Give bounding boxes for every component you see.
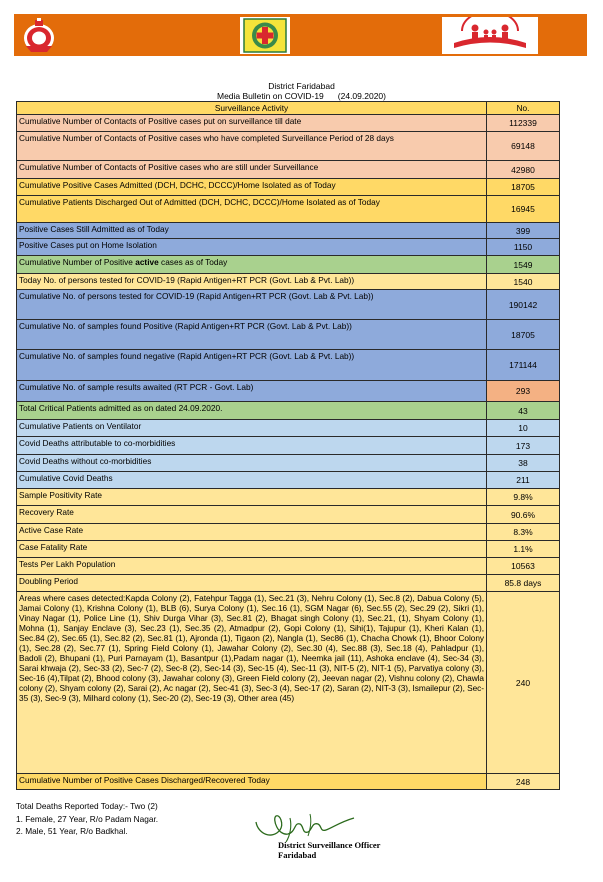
affected-areas-text: Areas where cases detected:Kapda Colony (2), Fatehpur Tagga (1), Sec.21 (3), Nehru Colony (1), Sec.8 (2), Dabua Colony (5), Jamai Colony (1), Krishna Colony (1), BLB (6), Surya Colony (1), Sec.16 (1), SGM Nagar (6), Sec.55 (2), Sec.29 (2), Sikri (1), Vinay Nagar (1), Police Line (1), Shiv Durga Vihar (3), Sec.81 (2), Bhagat singh Colony (1), Sec.21, (1), Shyam Colony (1), Mohna (1), Sanjay Enclave (3), Sec.23 (1), Sec.35 (2), Atmadpur (2), Gopi Colony (1), Sihi(1), Tajupur (1), Kheri Kalan (1), Sec.84 (2), Sec.65 (1), Sec.82 (2), Sec.81 (1), Ajronda (1), Tigaon (2), Nangla (1), Sec86 (1), Chacha Chowk (1), Bhoor Colony (1), Sec.28 (2), Sec.77 (1), Spring Field Colony (1), Jawahar Colony (2), Sec.30 (4), Sec.88 (3), Sec.18 (4), Pahladpur (1), Badoli (2), Bhupani (1), Puri Parnayam (1), Basantpur (1),Padam nagar (1), Neemka jail (11), Ashoka enclave (4), Sec-34 (3), Sarai khwaja (2), Sec-33 (2), Sec-7 (2), Sec-8 (2), Sec-14 (3), Sec-15 (4), Sec-11 (3), NIT-5 (2), NIT-1 (5), Parvatiya colony (3), Sec-16 (4),Tilpat (2), Bhood colony (3), Jawahar colony (3), Green Field colony (2), Jeevan nagar (2), Vishnu colony (2), Chawla colony (2), Shyam colony (2), Sarai (2), Ac nagar (2), Sec-41 (3), Sec-3 (4), Sec-17 (2), Saran (2), NIT-3 (3), Ismailepur (2), Sec-35 (3), Sec-9 (3), Milhard colony (1), Sec-20 (2), Sec-19 (3), Other area (45) (17, 592, 487, 774)
row-value: 1.1% (487, 541, 560, 558)
bulletin-title (0, 91, 603, 101)
row-label: Today No. of persons tested for COVID-19 (Rapid Antigen+RT PCR (Govt. Lab & Pvt. Lab)) (17, 274, 487, 290)
surveillance-table (16, 101, 560, 790)
row-label: Cumulative Covid Deaths (17, 472, 487, 489)
row-value: 18705 (487, 179, 560, 196)
row-label: Cumulative Positive Cases Admitted (DCH, DCHC, DCCC)/Home Isolated as of Today (17, 179, 487, 196)
district-title: District Faridabad (268, 81, 335, 91)
row-label: Active Case Rate (17, 524, 487, 541)
table-row (17, 179, 560, 196)
row-label-bold: active (135, 257, 159, 267)
row-label: Cumulative No. of sample results awaited (RT PCR - Govt. Lab) (17, 381, 487, 402)
row-value: 112339 (487, 115, 560, 132)
table-row (17, 115, 560, 132)
row-label: Cumulative Number of Positive Cases Discharged/Recovered Today (17, 774, 487, 790)
table-row (17, 256, 560, 274)
row-label: Recovery Rate (17, 506, 487, 524)
health-department-logo (240, 17, 290, 54)
table-row (17, 489, 560, 506)
row-label-end: cases as of Today (158, 257, 228, 267)
table-row (17, 320, 560, 350)
row-label: Case Fatality Rate (17, 541, 487, 558)
row-label: Cumulative No. of persons tested for COVID-19 (Rapid Antigen+RT PCR (Govt. Lab & Pvt. Lab)) (17, 290, 487, 320)
table-row (17, 774, 560, 790)
row-label: Cumulative Number of Contacts of Positive cases put on surveillance till date (17, 115, 487, 132)
row-label: Sample Positivity Rate (17, 489, 487, 506)
row-label: Cumulative No. of samples found Positive (Rapid Antigen+RT PCR (Govt. Lab & Pvt. Lab)) (17, 320, 487, 350)
death-item: 2. Male, 51 Year, R/o Badkhal. (16, 826, 128, 836)
table-row (17, 455, 560, 472)
table-row (17, 196, 560, 223)
row-label: Cumulative No. of samples found negative (Rapid Antigen+RT PCR (Govt. Lab & Pvt. Lab)) (17, 350, 487, 381)
table-row (17, 274, 560, 290)
national-health-mission-logo (442, 17, 538, 54)
deaths-title: Total Deaths Reported Today:- Two (2) (16, 801, 158, 811)
row-value: 171144 (487, 350, 560, 381)
row-value: 240 (487, 592, 560, 774)
row-label: Positive Cases Still Admitted as of Today (17, 223, 487, 239)
officer-signature-block (278, 840, 380, 860)
table-row (17, 506, 560, 524)
row-label (17, 256, 487, 274)
row-label: Total Critical Patients admitted as on dated 24.09.2020. (17, 402, 487, 420)
row-label: Covid Deaths attributable to co-morbidities (17, 437, 487, 455)
column-header-activity: Surveillance Activity (17, 102, 487, 115)
officer-title: District Surveillance Officer (278, 840, 381, 850)
row-value: 38 (487, 455, 560, 472)
table-row (17, 381, 560, 402)
row-value: 8.3% (487, 524, 560, 541)
table-row (17, 541, 560, 558)
row-value: 42980 (487, 161, 560, 179)
row-value: 69148 (487, 132, 560, 161)
table-row (17, 161, 560, 179)
row-value: 85.8 days (487, 575, 560, 592)
table-row (17, 592, 560, 774)
table-row (17, 575, 560, 592)
row-value: 248 (487, 774, 560, 790)
table-row (17, 558, 560, 575)
row-label: Tests Per Lakh Population (17, 558, 487, 575)
row-value: 211 (487, 472, 560, 489)
column-header-number: No. (487, 102, 560, 115)
row-label-start: Cumulative Number of Positive (19, 257, 136, 267)
deaths-reported (16, 800, 158, 838)
table-row (17, 290, 560, 320)
row-value: 10 (487, 420, 560, 437)
table-row (17, 350, 560, 381)
table-row (17, 223, 560, 239)
table-row (17, 420, 560, 437)
row-label: Cumulative Patients Discharged Out of Admitted (DCH, DCHC, DCCC)/Home Isolated as of Today (17, 196, 487, 223)
table-row (17, 472, 560, 489)
row-label: Cumulative Number of Contacts of Positive cases who have completed Surveillance Period of 28 days (17, 132, 487, 161)
row-value: 16945 (487, 196, 560, 223)
row-label: Cumulative Number of Contacts of Positive cases who are still under Surveillance (17, 161, 487, 179)
row-value: 10563 (487, 558, 560, 575)
death-item: 1. Female, 27 Year, R/o Padam Nagar. (16, 813, 159, 824)
row-value: 293 (487, 381, 560, 402)
bulletin-name: Media Bulletin on COVID-19 (217, 91, 324, 101)
row-value: 1150 (487, 239, 560, 256)
row-value: 1540 (487, 274, 560, 290)
table-row (17, 437, 560, 455)
row-value: 190142 (487, 290, 560, 320)
bulletin-date: (24.09.2020) (337, 91, 386, 101)
header-banner (14, 14, 587, 56)
row-value: 18705 (487, 320, 560, 350)
table-row (17, 239, 560, 256)
row-value: 1549 (487, 256, 560, 274)
row-value: 43 (487, 402, 560, 420)
table-row (17, 132, 560, 161)
row-value: 90.6% (487, 506, 560, 524)
row-value: 399 (487, 223, 560, 239)
row-label: Doubling Period (17, 575, 487, 592)
table-header-row (17, 102, 560, 115)
row-label: Cumulative Patients on Ventilator (17, 420, 487, 437)
haryana-emblem-icon (22, 18, 56, 54)
table-row (17, 402, 560, 420)
table-row (17, 524, 560, 541)
row-value: 173 (487, 437, 560, 455)
row-label: Positive Cases put on Home Isolation (17, 239, 487, 256)
officer-location: Faridabad (278, 850, 317, 860)
row-label: Covid Deaths without co-morbidities (17, 455, 487, 472)
row-value: 9.8% (487, 489, 560, 506)
